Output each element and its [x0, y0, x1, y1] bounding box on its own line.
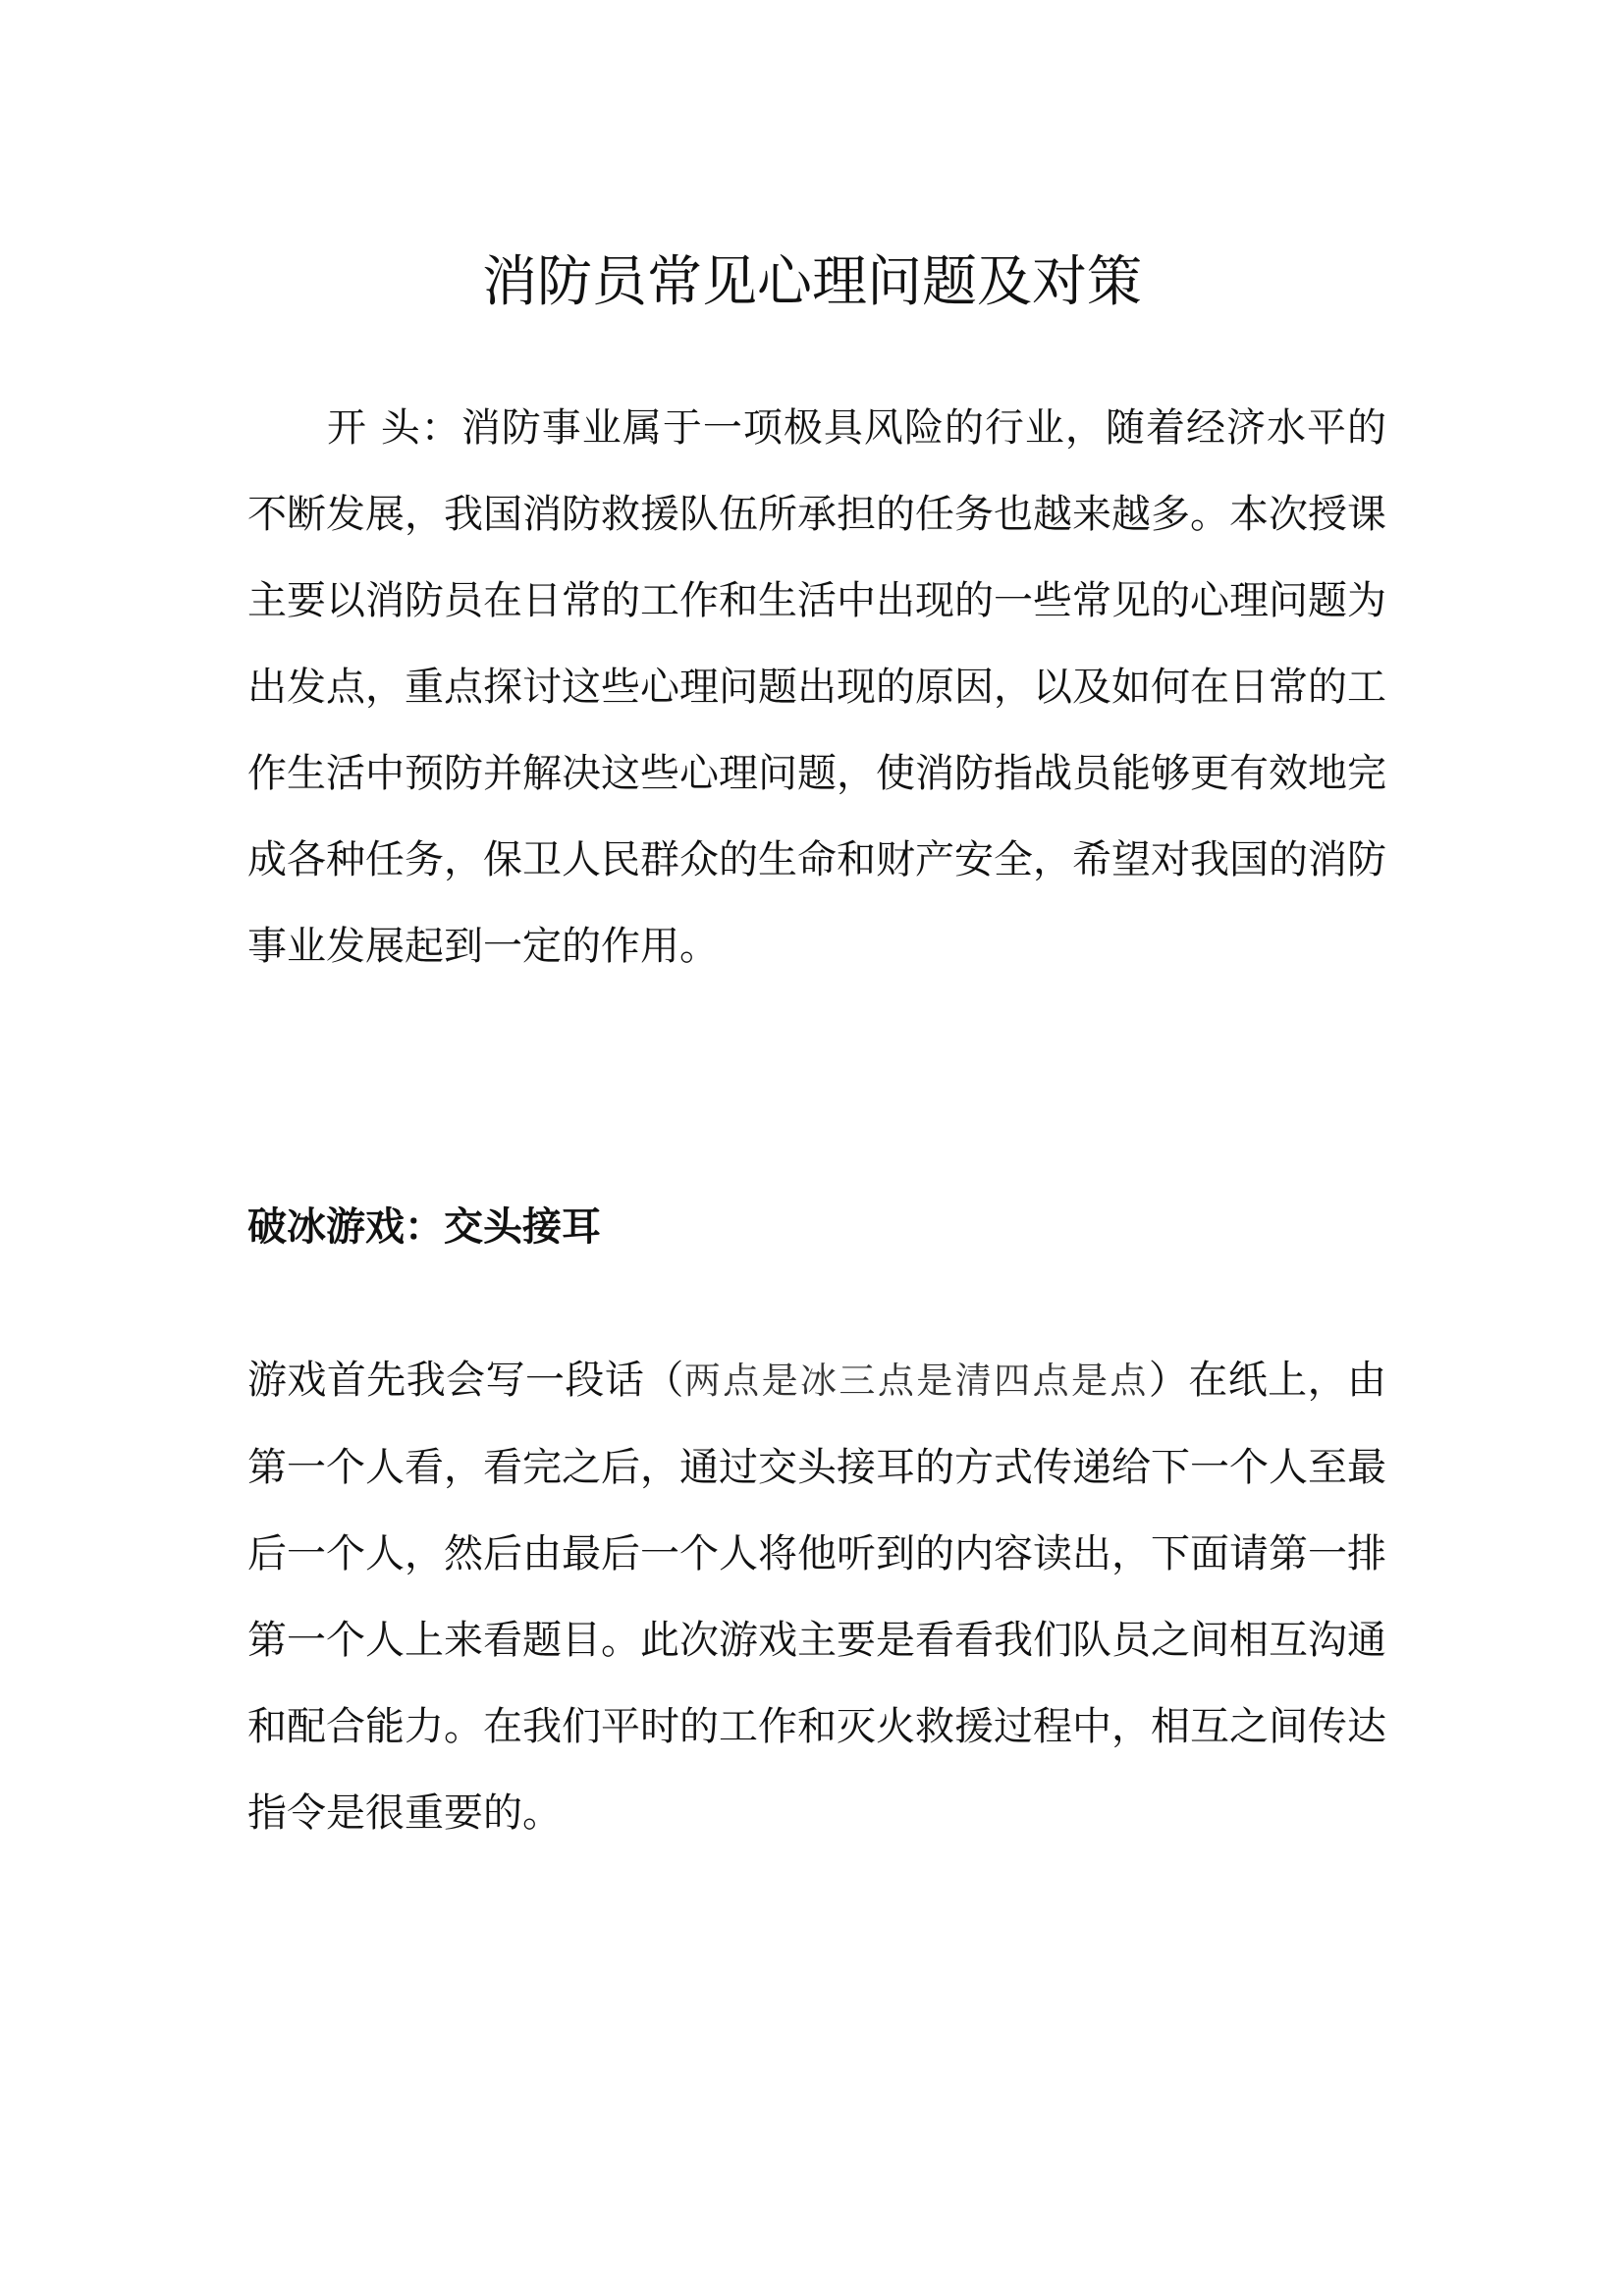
- game-text-after: ）在纸上，由第一个人看，看完之后，通过交头接耳的方式传递给下一个人至最后一个人，然后由最后一个人将他听到的内容读出，下面请第一排第一个人上来看题目。此次游戏主要是看看我们队员之间相互沟通和配合能力。在我们平时的工作和灭火救援过程中，相互之间传达指令是很重要的。: [247, 1358, 1387, 1836]
- game-text-before: 游戏首先我会写一段话（: [247, 1358, 684, 1403]
- page-title: 消防员常见心理问题及对策: [482, 250, 1142, 314]
- section-heading: 破冰游戏：交头接耳: [247, 1204, 601, 1250]
- intro-paragraph: [247, 385, 1386, 989]
- game-paragraph: [247, 1337, 1386, 1856]
- intro-label: 开 头：: [326, 405, 461, 451]
- intro-text: 消防事业属于一项极具风险的行业，随着经济水平的不断发展，我国消防救援队伍所承担的任务也越来越多。本次授课主要以消防员在日常的工作和生活中出现的一些常见的心理问题为出发点，重点探讨这些心理问题出现的原因，以及如何在日常的工作生活中预防并解决这些心理问题，使消防指战员能够更有效地完成各种任务，保卫人民群众的生命和财产安全，希望对我国的消防事业发展起到一定的作用。: [247, 405, 1387, 969]
- game-quoted-phrase: 两点是冰三点是清四点是点: [683, 1360, 1149, 1402]
